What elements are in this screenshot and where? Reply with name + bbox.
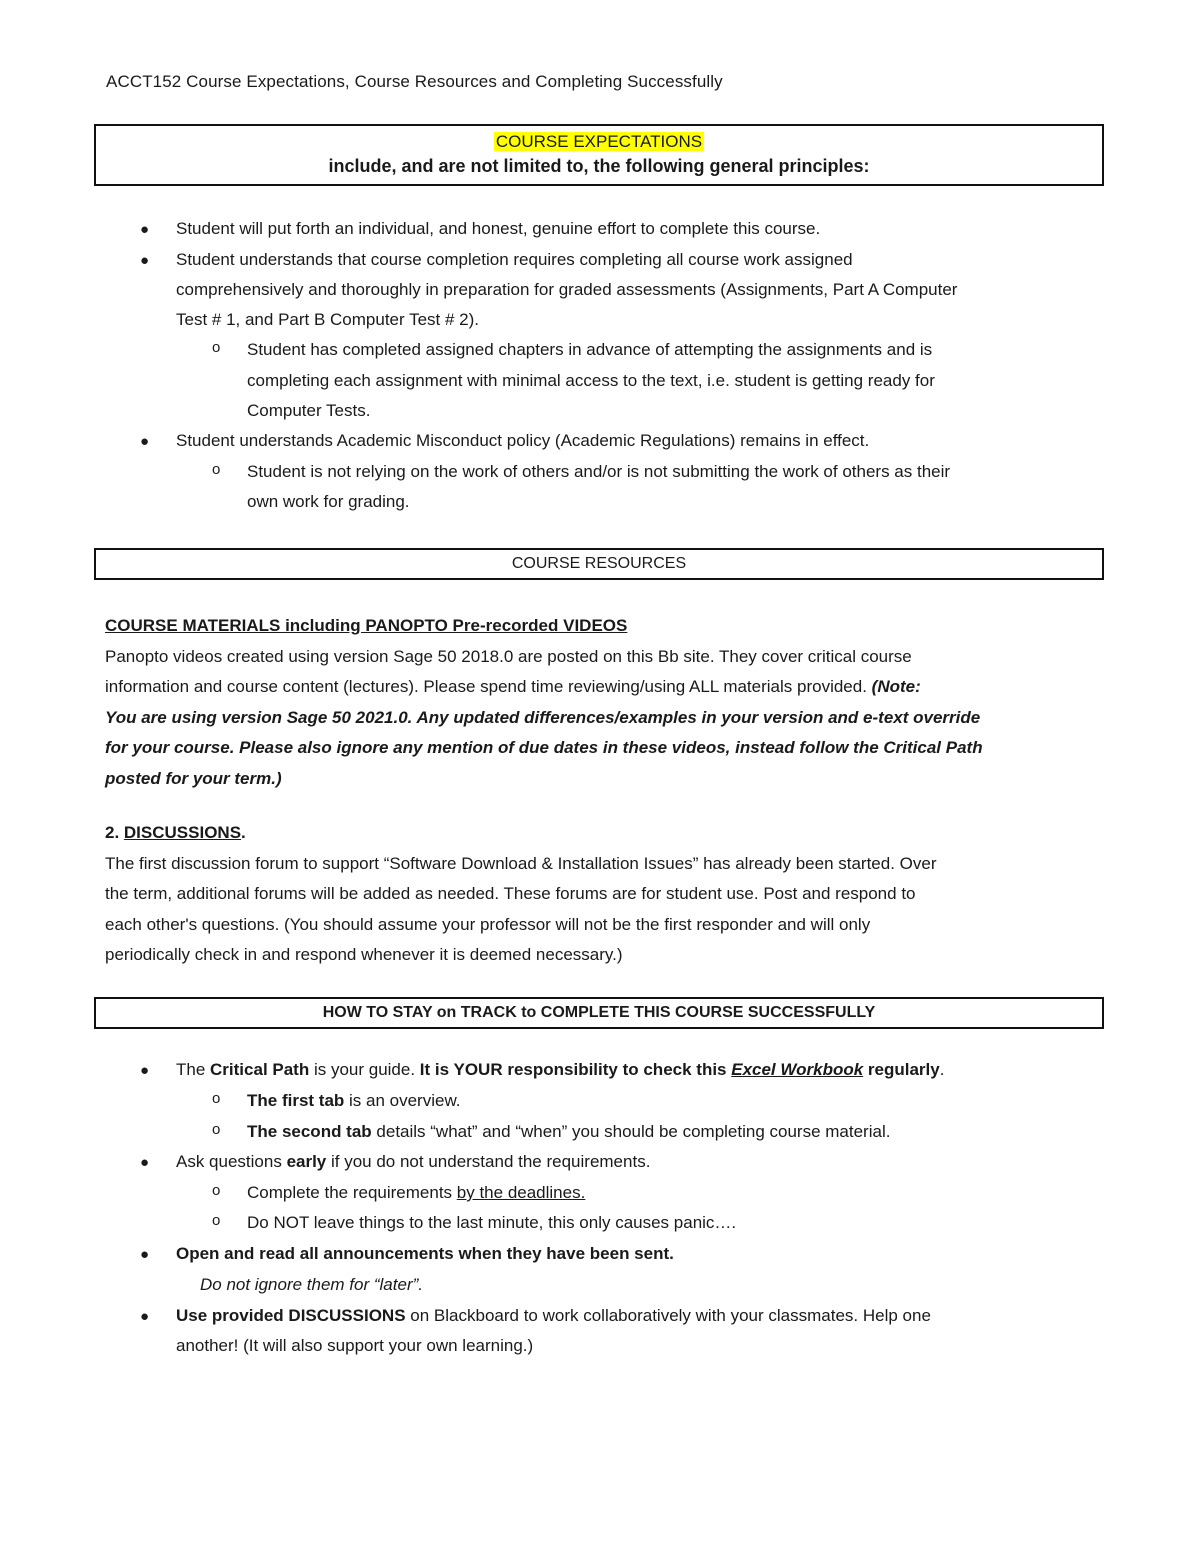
expectation-subitem-1-line-3: Computer Tests. bbox=[247, 401, 371, 420]
expectation-item-2-line-3: Test # 1, and Part B Computer Test # 2). bbox=[176, 310, 480, 329]
track-subitem-2: The second tab details “what” and “when” you should be completing course material. bbox=[247, 1122, 891, 1141]
discussions-line-4: periodically check in and respond whenever it is deemed necessary.) bbox=[105, 945, 623, 964]
materials-title: COURSE MATERIALS including PANOPTO Pre-recorded VIDEOS bbox=[105, 616, 628, 635]
track-heading: HOW TO STAY on TRACK to COMPLETE THIS COURSE SUCCESSFULLY bbox=[322, 1004, 876, 1021]
expectation-subitem-1-line-1: Student has completed assigned chapters in advance of attempting the assignments and is bbox=[247, 340, 933, 359]
bullet-icon: ● bbox=[140, 433, 150, 450]
expectation-subitem-2-line-1: Student is not relying on the work of others and/or is not submitting the work of others as their bbox=[247, 462, 951, 481]
expectation-subitem-2-line-2: own work for grading. bbox=[247, 492, 410, 511]
discussions-line-1: The first discussion forum to support “Software Download & Installation Issues” has already been started. Over bbox=[105, 853, 937, 873]
expectation-item-3: Student understands Academic Misconduct policy (Academic Regulations) remains in effect. bbox=[176, 431, 870, 450]
bullet-icon: ● bbox=[140, 1246, 150, 1263]
resources-heading: COURSE RESOURCES bbox=[511, 555, 687, 572]
sub-bullet-icon: o bbox=[212, 1121, 221, 1138]
materials-line-5: posted for your term.) bbox=[105, 768, 282, 788]
page-header: ACCT152 Course Expectations, Course Resources and Completing Successfully bbox=[106, 72, 723, 91]
expectation-item-2-line-1: Student understands that course completion requires completing all course work assigned bbox=[176, 250, 853, 269]
sub-bullet-icon: o bbox=[212, 339, 221, 356]
materials-line-2: information and course content (lectures). Please spend time reviewing/using ALL materials provided. (Note: bbox=[105, 677, 921, 696]
discussions-title: 2. DISCUSSIONS. bbox=[105, 823, 246, 842]
expectations-heading-box bbox=[94, 124, 1104, 186]
discussions-section bbox=[105, 818, 1095, 971]
track-item-3: Open and read all announcements when they have been sent. bbox=[176, 1244, 674, 1263]
track-subitem-4: Do NOT leave things to the last minute, this only causes panic…. bbox=[247, 1213, 737, 1232]
track-subitem-1: The first tab is an overview. bbox=[247, 1091, 461, 1110]
track-item-1: The Critical Path is your guide. It is YOUR responsibility to check this Excel Workbook regularly. bbox=[176, 1060, 945, 1079]
discussions-line-2: the term, additional forums will be added as needed. These forums are for student use. Post and respond to bbox=[105, 884, 916, 903]
sub-bullet-icon: o bbox=[212, 1090, 221, 1107]
resources-heading-box bbox=[94, 548, 1104, 580]
track-heading-box bbox=[94, 997, 1104, 1029]
expectations-heading: COURSE EXPECTATIONS bbox=[495, 132, 703, 151]
materials-line-4: for your course. Please also ignore any mention of due dates in these videos, instead follow the Critical Path bbox=[105, 738, 983, 757]
sub-bullet-icon: o bbox=[212, 1182, 221, 1199]
bullet-icon: ● bbox=[140, 221, 150, 238]
materials-line-3: You are using version Sage 50 2021.0. Any updated differences/examples in your version and e-text override bbox=[105, 707, 981, 727]
sub-bullet-icon: o bbox=[212, 1212, 221, 1229]
expectation-item-2-line-2: comprehensively and thoroughly in preparation for graded assessments (Assignments, Part A Computer bbox=[176, 280, 958, 299]
bullet-icon: ● bbox=[140, 1154, 150, 1171]
sub-bullet-icon: o bbox=[212, 461, 221, 478]
expectation-item-1: Student will put forth an individual, and honest, genuine effort to complete this course. bbox=[176, 219, 821, 238]
track-item-4-line-2: another! (It will also support your own learning.) bbox=[176, 1336, 534, 1355]
materials-line-1: Panopto videos created using version Sage 50 2018.0 are posted on this Bb site. They cover critical course bbox=[105, 646, 912, 666]
expectation-subitem-1-line-2: completing each assignment with minimal access to the text, i.e. student is getting ready for bbox=[247, 371, 935, 390]
track-item-2: Ask questions early if you do not understand the requirements. bbox=[176, 1152, 651, 1171]
bullet-icon: ● bbox=[140, 252, 150, 269]
expectations-subheading: include, and are not limited to, the following general principles: bbox=[328, 156, 870, 176]
track-item-3-note: Do not ignore them for “later”. bbox=[200, 1275, 423, 1294]
track-item-4-line-1: Use provided DISCUSSIONS on Blackboard to work collaboratively with your classmates. Help one bbox=[176, 1306, 931, 1325]
bullet-icon: ● bbox=[140, 1308, 150, 1325]
track-subitem-3: Complete the requirements by the deadlines. bbox=[247, 1183, 586, 1202]
materials-section bbox=[105, 611, 1095, 794]
bullet-icon: ● bbox=[140, 1062, 150, 1079]
discussions-line-3: each other's questions. (You should assume your professor will not be the first responder and will only bbox=[105, 914, 871, 934]
